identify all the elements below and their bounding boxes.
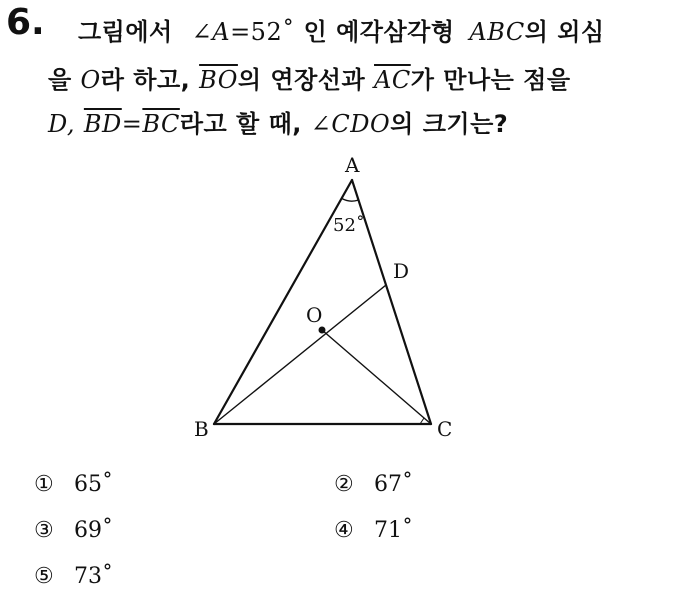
question-text: 의 외심 xyxy=(524,18,605,46)
choice-number: ② xyxy=(334,472,354,497)
question-text: 그림에서 xyxy=(78,18,173,46)
question-text: 가 만나는 점을 xyxy=(410,66,571,94)
segment-bc: $\overline{BC}$ xyxy=(142,110,180,138)
choice-number: ④ xyxy=(334,518,354,543)
question-text: 라고 할 때, xyxy=(179,110,302,138)
angle-symbol: ∠ xyxy=(191,18,213,46)
choice-1[interactable] xyxy=(34,472,113,497)
choice-value: 71˚ xyxy=(374,518,413,543)
question-text: 인 예각삼각형 xyxy=(303,18,455,46)
choice-3[interactable] xyxy=(34,518,113,543)
angle-vertex-a: A xyxy=(212,18,231,46)
label-c: C xyxy=(437,417,453,441)
angle-cdo: CDO xyxy=(331,110,391,138)
question-text: 라 하고, xyxy=(100,66,191,94)
angle-arc-a xyxy=(342,198,359,201)
angle-value: =52˚ xyxy=(230,18,295,46)
segment-ac: $\overline{AC}$ xyxy=(374,66,411,94)
question-number: 6. xyxy=(6,2,45,43)
label-b: B xyxy=(194,417,209,441)
segment-bo: $\overline{BO}$ xyxy=(199,66,238,94)
choice-number: ③ xyxy=(34,518,54,543)
segment-bd-line xyxy=(214,285,386,424)
angle-label-52: 52˚ xyxy=(333,215,365,236)
equals-sign: = xyxy=(121,110,143,138)
question-text: 의 크기는? xyxy=(390,110,509,138)
choice-number: ① xyxy=(34,472,54,497)
side-ab xyxy=(214,180,352,424)
angle-symbol: ∠ xyxy=(310,110,332,138)
circumcenter-o: O xyxy=(80,66,101,94)
choice-2[interactable] xyxy=(334,472,413,497)
choice-number: ⑤ xyxy=(34,564,54,589)
point-o-dot xyxy=(319,327,326,334)
choice-value: 65˚ xyxy=(74,472,113,497)
segment-bd: $\overline{BD}$ xyxy=(83,110,122,138)
question-text: 의 연장선과 xyxy=(237,66,366,94)
choice-value: 73˚ xyxy=(74,564,113,589)
choice-value: 67˚ xyxy=(374,472,413,497)
label-a: A xyxy=(345,153,360,177)
point-d: D, xyxy=(48,110,76,138)
question-text: 을 xyxy=(48,66,72,94)
choice-5[interactable] xyxy=(34,564,113,589)
choice-value: 69˚ xyxy=(74,518,113,543)
label-o: O xyxy=(306,303,323,327)
triangle-name: ABC xyxy=(469,18,525,46)
choice-4[interactable] xyxy=(334,518,413,543)
label-d: D xyxy=(393,259,410,283)
